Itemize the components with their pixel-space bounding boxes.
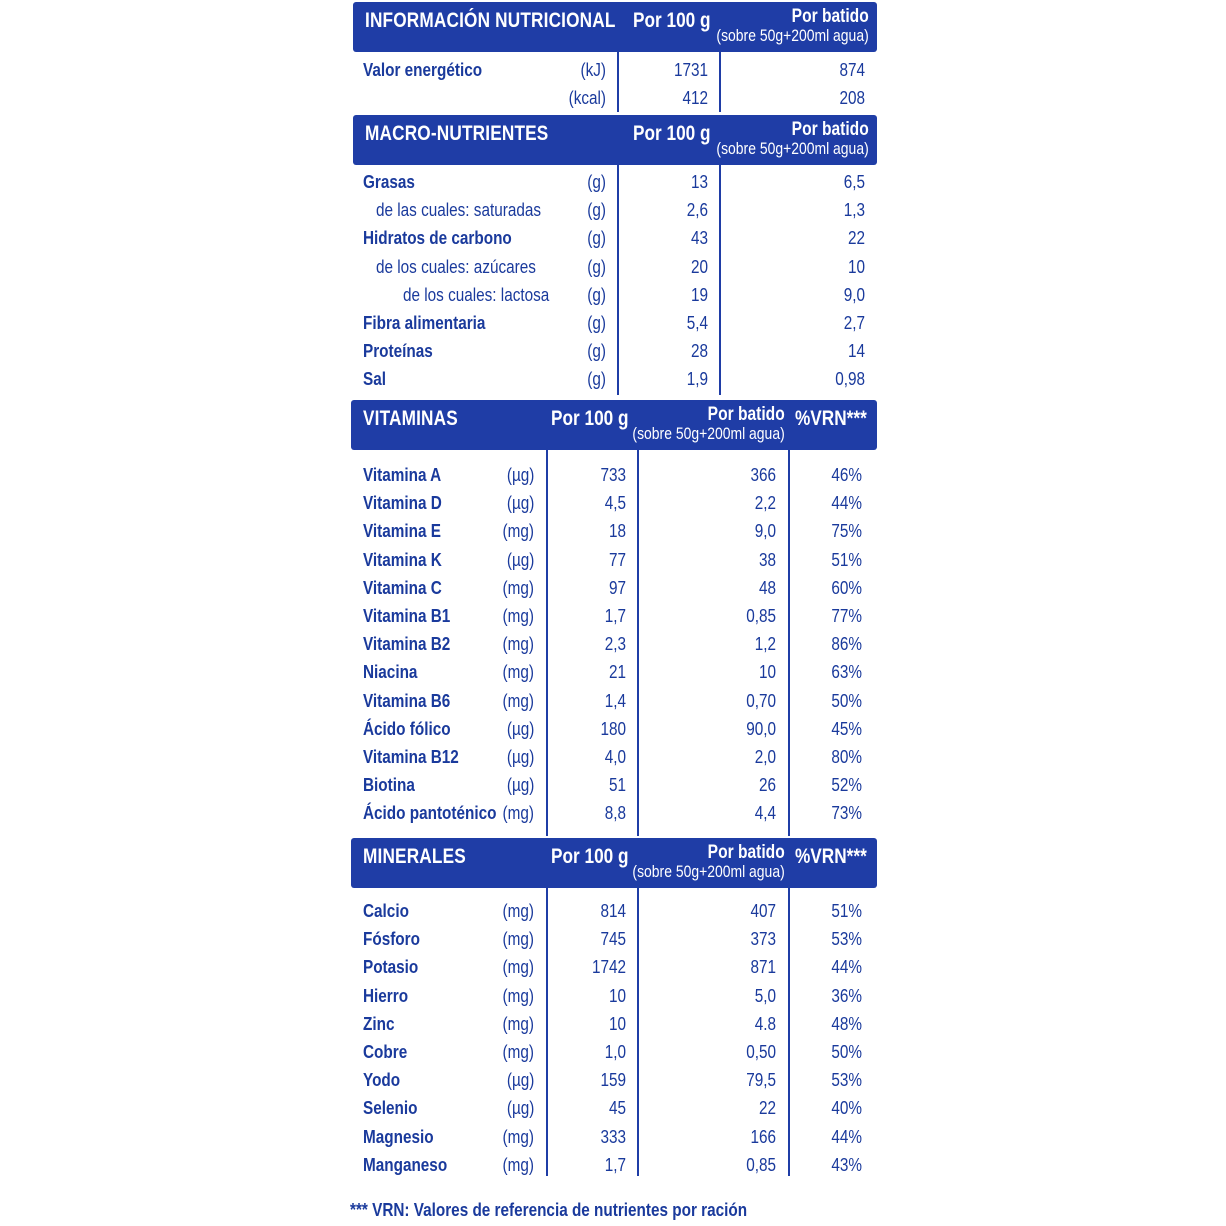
row-unit: (g) [587, 172, 606, 192]
row-per100: 2,3 [604, 634, 626, 655]
row-pershake: 0,98 [835, 369, 865, 390]
row-pershake: 5,0 [754, 985, 776, 1006]
macros-rows [350, 168, 878, 394]
row-name: de los cuales: lactosa [403, 284, 550, 305]
row-name: Vitamina B6 [363, 690, 451, 711]
row-unit: (µg) [506, 1070, 534, 1091]
row-per100: 5,4 [686, 312, 708, 333]
row-pershake: 10 [847, 256, 865, 277]
vitamins-header-per100: Por 100 g [551, 407, 629, 430]
row-per100: 18 [608, 521, 626, 542]
row-unit: (µg) [506, 746, 534, 767]
row-name: Valor energético [363, 60, 483, 80]
table-row [350, 309, 878, 337]
row-unit: (g) [587, 284, 606, 305]
row-vrn: 51% [831, 901, 862, 921]
row-pershake: 14 [847, 341, 865, 362]
row-unit: (kcal) [568, 88, 606, 109]
table-row [350, 658, 878, 686]
row-unit: (mg) [502, 605, 534, 626]
row-name: Vitamina B1 [363, 605, 451, 626]
row-per100: 1,7 [604, 1154, 626, 1175]
row-vrn: 44% [831, 1126, 862, 1147]
row-per100: 4,0 [604, 746, 626, 767]
row-unit: (mg) [502, 1041, 534, 1062]
row-pershake: 38 [758, 549, 776, 570]
row-unit: (mg) [502, 577, 534, 598]
row-pershake: 0,50 [746, 1041, 776, 1062]
row-pershake: 373 [750, 929, 776, 950]
row-unit: (mg) [502, 985, 534, 1006]
row-vrn: 44% [831, 957, 862, 978]
row-per100: 1,4 [604, 690, 626, 711]
row-per100: 814 [600, 901, 626, 921]
row-per100: 4,5 [604, 493, 626, 514]
row-name: Manganeso [363, 1154, 448, 1175]
row-per100: 412 [682, 88, 708, 109]
table-row [350, 56, 878, 84]
table-row [350, 1123, 878, 1151]
table-row [350, 799, 878, 827]
table-row [350, 461, 878, 489]
row-per100: 1,0 [604, 1041, 626, 1062]
row-vrn: 51% [831, 549, 862, 570]
table-row [350, 1010, 878, 1038]
table-row [350, 168, 878, 196]
row-pershake: 26 [758, 775, 776, 796]
row-name: Vitamina D [363, 493, 442, 514]
row-pershake: 79,5 [746, 1070, 776, 1091]
row-vrn: 40% [831, 1098, 862, 1119]
minerals-header-pershake-note: (sobre 50g+200ml agua) [632, 862, 785, 881]
row-pershake: 6,5 [843, 172, 865, 192]
row-name: Ácido fólico [363, 718, 451, 739]
row-unit: (mg) [502, 662, 534, 683]
row-per100: 745 [600, 929, 626, 950]
row-unit: (g) [587, 200, 606, 221]
row-vrn: 73% [831, 803, 862, 824]
row-per100: 1731 [673, 60, 708, 80]
row-per100: 19 [690, 284, 708, 305]
row-unit: (µg) [506, 775, 534, 796]
row-unit: (mg) [502, 803, 534, 824]
row-unit: (g) [587, 312, 606, 333]
row-per100: 8,8 [604, 803, 626, 824]
row-per100: 1742 [591, 957, 626, 978]
row-unit: (mg) [502, 1154, 534, 1175]
energy-header-pershake-note: (sobre 50g+200ml agua) [716, 26, 869, 45]
row-vrn: 44% [831, 493, 862, 514]
row-pershake: 166 [750, 1126, 776, 1147]
table-row [350, 925, 878, 953]
row-unit: (g) [587, 369, 606, 390]
minerals-header-title: MINERALES [363, 845, 466, 868]
vitamins-header [351, 400, 877, 450]
row-pershake: 0,70 [746, 690, 776, 711]
row-pershake: 22 [758, 1098, 776, 1119]
row-name: Vitamina B2 [363, 634, 451, 655]
row-pershake: 4,4 [754, 803, 776, 824]
row-vrn: 77% [831, 605, 862, 626]
row-name: Fibra alimentaria [363, 312, 486, 333]
row-name: Yodo [363, 1070, 401, 1091]
row-name: Niacina [363, 662, 418, 683]
row-per100: 159 [600, 1070, 626, 1091]
table-row [350, 1151, 878, 1179]
row-vrn: 86% [831, 634, 862, 655]
row-pershake: 48 [758, 577, 776, 598]
vitamins-header-pershake-note: (sobre 50g+200ml agua) [632, 424, 785, 443]
row-per100: 180 [600, 718, 626, 739]
table-row [350, 743, 878, 771]
macros-header-pershake-note: (sobre 50g+200ml agua) [716, 139, 869, 158]
row-unit: (µg) [506, 549, 534, 570]
table-row [350, 517, 878, 545]
minerals-rows [350, 897, 878, 1179]
row-per100: 10 [608, 1013, 626, 1034]
row-pershake: 208 [839, 88, 865, 109]
row-pershake: 874 [839, 60, 865, 80]
row-name: Zinc [363, 1013, 395, 1034]
row-vrn: 53% [831, 929, 862, 950]
row-per100: 43 [690, 228, 708, 249]
row-per100: 333 [600, 1126, 626, 1147]
row-pershake: 366 [750, 465, 776, 485]
row-pershake: 22 [847, 228, 865, 249]
table-row [350, 546, 878, 574]
row-pershake: 0,85 [746, 1154, 776, 1175]
row-pershake: 2,7 [843, 312, 865, 333]
row-name: Hidratos de carbono [363, 228, 512, 249]
row-unit: (mg) [502, 957, 534, 978]
table-row [350, 1066, 878, 1094]
row-vrn: 45% [831, 718, 862, 739]
table-row [350, 196, 878, 224]
row-name: Selenio [363, 1098, 418, 1119]
row-name: Hierro [363, 985, 409, 1006]
row-per100: 97 [608, 577, 626, 598]
row-per100: 45 [608, 1098, 626, 1119]
energy-header-title: INFORMACIÓN NUTRICIONAL [365, 9, 616, 32]
table-row [350, 365, 878, 393]
energy-rows [350, 56, 878, 112]
macros-header-pershake-label: Por batido [791, 119, 869, 140]
row-unit: (mg) [502, 634, 534, 655]
table-row [350, 1094, 878, 1122]
row-unit: (mg) [502, 901, 534, 921]
macros-header [353, 115, 877, 165]
row-per100: 21 [608, 662, 626, 683]
row-name: Fósforo [363, 929, 420, 950]
row-unit: (µg) [506, 1098, 534, 1119]
table-row [350, 953, 878, 981]
row-pershake: 871 [750, 957, 776, 978]
vitamins-header-pershake [633, 405, 785, 443]
row-vrn: 46% [831, 465, 862, 485]
row-per100: 733 [600, 465, 626, 485]
table-row [350, 982, 878, 1010]
row-vrn: 36% [831, 985, 862, 1006]
row-per100: 10 [608, 985, 626, 1006]
table-row [350, 253, 878, 281]
row-unit: (mg) [502, 521, 534, 542]
row-unit: (g) [587, 341, 606, 362]
row-pershake: 9,0 [754, 521, 776, 542]
table-row [350, 337, 878, 365]
row-pershake: 10 [758, 662, 776, 683]
row-vrn: 48% [831, 1013, 862, 1034]
row-pershake: 1,3 [843, 200, 865, 221]
row-name: Vitamina A [363, 465, 442, 485]
macros-header-per100: Por 100 g [633, 122, 711, 145]
footnote: *** VRN: Valores de referencia de nutrientes por ración [350, 1200, 748, 1220]
row-name: Vitamina K [363, 549, 442, 570]
row-vrn: 60% [831, 577, 862, 598]
row-unit: (g) [587, 256, 606, 277]
table-row [350, 602, 878, 630]
row-pershake: 0,85 [746, 605, 776, 626]
energy-header-pershake [717, 7, 869, 45]
row-vrn: 80% [831, 746, 862, 767]
table-row [350, 687, 878, 715]
row-name: Sal [363, 369, 386, 390]
row-name: Calcio [363, 901, 409, 921]
energy-header-pershake-label: Por batido [791, 6, 869, 27]
row-name: Ácido pantoténico [363, 803, 497, 824]
macros-header-title: MACRO-NUTRIENTES [365, 122, 549, 145]
row-name: Biotina [363, 775, 415, 796]
row-vrn: 63% [831, 662, 862, 683]
row-pershake: 1,2 [754, 634, 776, 655]
row-name: de las cuales: saturadas [376, 200, 542, 221]
row-vrn: 75% [831, 521, 862, 542]
row-unit: (mg) [502, 1013, 534, 1034]
table-row [350, 630, 878, 658]
row-name: Cobre [363, 1041, 408, 1062]
minerals-header-pershake [633, 843, 785, 881]
row-unit: (g) [587, 228, 606, 249]
row-unit: (µg) [506, 465, 534, 485]
row-unit: (µg) [506, 718, 534, 739]
minerals-header-per100: Por 100 g [551, 845, 629, 868]
row-unit: (µg) [506, 493, 534, 514]
row-per100: 51 [608, 775, 626, 796]
row-pershake: 90,0 [746, 718, 776, 739]
row-name: Vitamina B12 [363, 746, 459, 767]
minerals-header [351, 838, 877, 888]
row-name: Grasas [363, 172, 415, 192]
table-row [350, 1038, 878, 1066]
row-per100: 20 [690, 256, 708, 277]
row-unit: (kJ) [580, 60, 606, 80]
minerals-header-pershake-label: Por batido [707, 842, 785, 863]
macros-header-pershake [717, 120, 869, 158]
row-pershake: 4.8 [754, 1013, 776, 1034]
row-name: Vitamina E [363, 521, 441, 542]
row-vrn: 43% [831, 1154, 862, 1175]
row-name: Vitamina C [363, 577, 442, 598]
row-per100: 77 [608, 549, 626, 570]
row-name: Proteínas [363, 341, 433, 362]
vitamins-header-vrn: %VRN*** [795, 407, 867, 430]
row-name: de los cuales: azúcares [376, 256, 536, 277]
energy-header-per100: Por 100 g [633, 9, 711, 32]
row-unit: (mg) [502, 690, 534, 711]
row-per100: 1,7 [604, 605, 626, 626]
row-pershake: 2,2 [754, 493, 776, 514]
row-per100: 1,9 [686, 369, 708, 390]
row-pershake: 407 [750, 901, 776, 921]
minerals-header-vrn: %VRN*** [795, 845, 867, 868]
row-vrn: 53% [831, 1070, 862, 1091]
row-per100: 2,6 [686, 200, 708, 221]
row-per100: 13 [690, 172, 708, 192]
row-vrn: 50% [831, 690, 862, 711]
row-pershake: 9,0 [843, 284, 865, 305]
vitamins-header-title: VITAMINAS [363, 407, 458, 430]
row-name: Potasio [363, 957, 419, 978]
table-row [350, 224, 878, 252]
table-row [350, 715, 878, 743]
energy-header [353, 2, 877, 52]
table-row [350, 897, 878, 925]
row-unit: (mg) [502, 929, 534, 950]
row-per100: 28 [690, 341, 708, 362]
table-row [350, 84, 878, 112]
table-row [350, 574, 878, 602]
row-vrn: 52% [831, 775, 862, 796]
row-pershake: 2,0 [754, 746, 776, 767]
table-row [350, 489, 878, 517]
row-name: Magnesio [363, 1126, 434, 1147]
row-vrn: 50% [831, 1041, 862, 1062]
row-unit: (mg) [502, 1126, 534, 1147]
vitamins-header-pershake-label: Por batido [707, 404, 785, 425]
table-row [350, 281, 878, 309]
vitamins-rows [350, 461, 878, 827]
table-row [350, 771, 878, 799]
